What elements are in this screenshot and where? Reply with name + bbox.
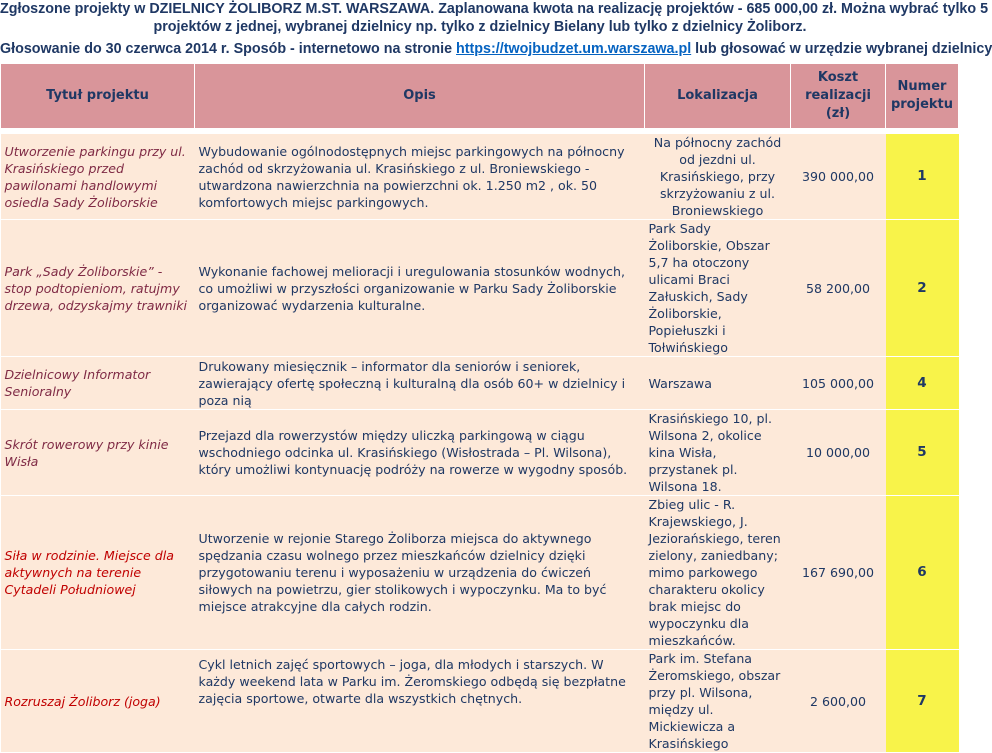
- project-number: 4: [886, 357, 959, 410]
- project-description: Utworzenie w rejonie Starego Żoliborza miejsca do aktywnego spędzania czasu wolnego przez mieszkańców dzielnicy dzięki przygotowaniu terenu i wyposażeniu w urządzenia do ćwiczeń siłowych na powietrzu, gier stolikowych i wypoczynku. Ma to być miejsce atrakcyjne dla całych rodzin.: [195, 496, 645, 650]
- project-location: Park im. Stefana Żeromskiego, obszar przy pl. Wilsona, między ul. Mickiewicza a Krasińskiego: [645, 650, 791, 753]
- project-description: Wybudowanie ogólnodostępnych miejsc parkingowych na północny zachód od skrzyżowania ul. Krasińskiego z ul. Broniewskiego - utwardzona nawierzchnia na powierzchni ok. 1.250 m2 , ok. 50 komfortowych miejsc parkingowych.: [195, 134, 645, 220]
- project-description: Drukowany miesięcznik – informator dla seniorów i seniorek, zawierający ofertę społeczną i kulturalną dla osób 60+ w dzielnicy i poza nią: [195, 357, 645, 410]
- project-number: 5: [886, 410, 959, 496]
- project-title: Park „Sady Żoliborskie” - stop podtopieniom, ratujmy drzewa, odzyskajmy trawniki: [1, 220, 195, 357]
- header-line-3-prefix: Głosowanie do 30 czerwca 2014 r. Sposób - internetowo na stronie: [0, 41, 457, 57]
- project-number: 1: [886, 134, 959, 220]
- project-title: Siła w rodzinie. Miejsce dla aktywnych na terenie Cytadeli Południowej: [1, 496, 195, 650]
- project-title: Dzielnicowy Informator Senioralny: [1, 357, 195, 410]
- table-row: [1, 357, 959, 410]
- project-cost: 2 600,00: [791, 650, 886, 753]
- header-line-2: projektów z jednej, wybranej dzielnicy np. tylko z dzielnicy Bielany lub tylko z dzielnicy Żoliborz.: [153, 19, 807, 35]
- project-location: Zbieg ulic - R. Krajewskiego, J. Jeziorańskiego, teren zielony, zaniedbany; mimo parkowego charakteru okolicy brak miejsc do wypoczynku dla mieszkańców.: [645, 496, 791, 650]
- project-title: Skrót rowerowy przy kinie Wisła: [1, 410, 195, 496]
- column-header-cost: Koszt realizacji (zł): [791, 64, 886, 129]
- column-header-title: Tytuł projektu: [1, 64, 195, 129]
- projects-table: [0, 63, 959, 753]
- project-description: Cykl letnich zajęć sportowych – joga, dla młodych i starszych. W każdy weekend lata w Parku im. Żeromskiego odbędą się bezpłatne zajęcia sportowe, otwarte dla wszystkich chętnych.: [195, 650, 645, 753]
- project-number: 7: [886, 650, 959, 753]
- project-title: Utworzenie parkingu przy ul. Krasińskiego przed pawilonami handlowymi osiedla Sady Żoliborskie: [1, 134, 195, 220]
- project-location: Warszawa: [645, 357, 791, 410]
- column-header-number: Numer projektu: [886, 64, 959, 129]
- project-location: Krasińskiego 10, pl. Wilsona 2, okolice kina Wisła, przystanek pl. Wilsona 18.: [645, 410, 791, 496]
- table-row: [1, 134, 959, 220]
- table-row: [1, 220, 959, 357]
- page-header: [0, 0, 992, 62]
- table-row: [1, 496, 959, 650]
- column-header-location: Lokalizacja: [645, 64, 791, 129]
- table-row: [1, 410, 959, 496]
- project-location: Park Sady Żoliborskie, Obszar 5,7 ha otoczony ulicami Braci Załuskich, Sady Żoliborskie, Popiełuszki i Tołwińskiego: [645, 220, 791, 357]
- budget-website-link[interactable]: https://twojbudzet.um.warszawa.pl: [456, 41, 692, 57]
- project-cost: 390 000,00: [791, 134, 886, 220]
- project-description: Wykonanie fachowej melioracji i uregulowania stosunków wodnych, co umożliwi w przyszłości organizowanie w Parku Sady Żoliborskie organizować wydarzenia kulturalne.: [195, 220, 645, 357]
- project-number: 6: [886, 496, 959, 650]
- project-location: Na północny zachód od jezdni ul. Krasińskiego, przy skrzyżowaniu z ul. Broniewskiego: [645, 134, 791, 220]
- column-header-description: Opis: [195, 64, 645, 129]
- header-line-3-suffix: lub głosować w urzędzie wybranej dzielnicy: [691, 41, 992, 57]
- header-line-1: Zgłoszone projekty w DZIELNICY ŻOLIBORZ M.ST. WARSZAWA. Zaplanowana kwota na realizację projektów - 685 000,00 zł. Można wybrać tylko 5: [0, 1, 989, 17]
- project-description: Przejazd dla rowerzystów między uliczką parkingową w ciągu wschodniego odcinka ul. Krasińskiego (Wisłostrada – Pl. Wilsona), który umożliwi kontynuację podróży na rowerze w wygodny sposób.: [195, 410, 645, 496]
- project-cost: 10 000,00: [791, 410, 886, 496]
- project-number: 2: [886, 220, 959, 357]
- project-cost: 105 000,00: [791, 357, 886, 410]
- table-header-row: [1, 64, 959, 129]
- project-cost: 167 690,00: [791, 496, 886, 650]
- header-line-3: [0, 40, 992, 58]
- project-cost: 58 200,00: [791, 220, 886, 357]
- project-title: Rozruszaj Żoliborz (joga): [1, 650, 195, 753]
- table-row: [1, 650, 959, 753]
